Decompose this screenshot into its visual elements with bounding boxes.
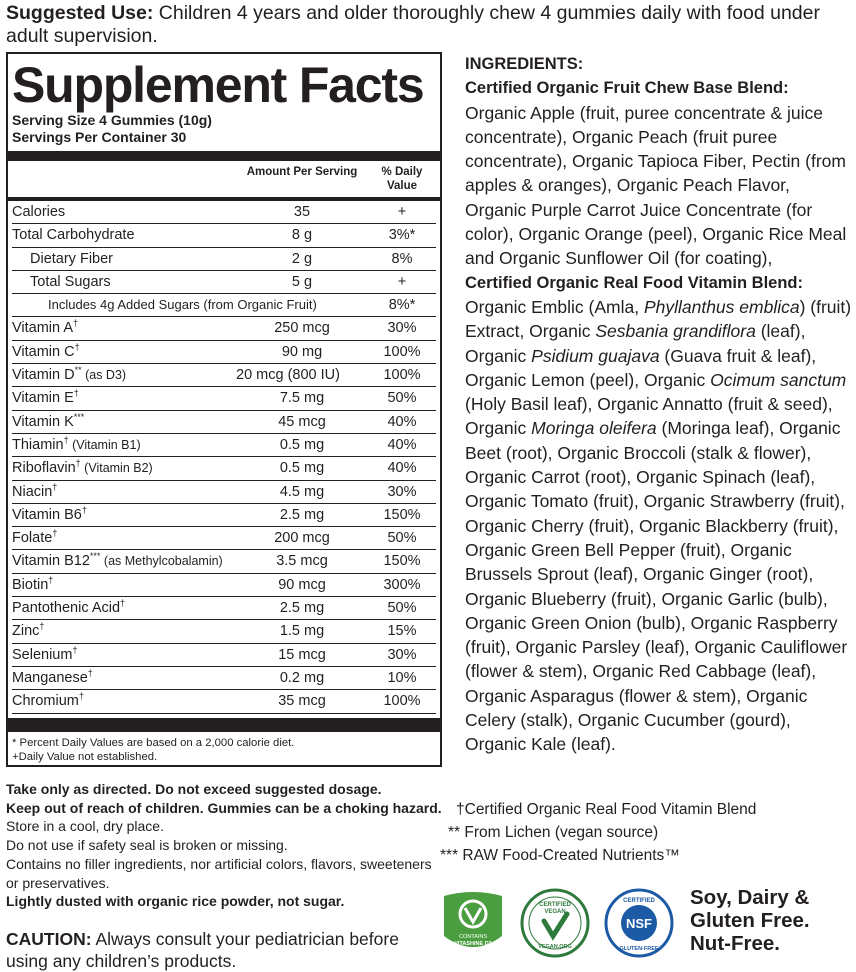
nutrient-amount: 35 mcg xyxy=(278,693,326,710)
nutrient-amount: 7.5 mg xyxy=(279,390,325,407)
suggested-use xyxy=(6,2,846,48)
footnote-mark: † xyxy=(87,668,93,679)
nutrient-table xyxy=(12,201,436,714)
nutrient-amount: 0.2 mg xyxy=(279,669,325,686)
nutrient-row xyxy=(12,341,436,364)
nutrient-row xyxy=(12,690,436,713)
ingredients-panel xyxy=(465,52,855,757)
nutrient-row xyxy=(12,411,436,434)
nutrient-daily-value: 150% xyxy=(383,506,421,523)
nutrient-daily-value: 8% xyxy=(391,250,413,267)
nutrient-form: (as Methylcobalamin) xyxy=(103,554,223,569)
footnote-mark: † xyxy=(74,341,80,352)
nutrient-form: (as D3) xyxy=(85,368,127,383)
nutrient-row xyxy=(12,504,436,527)
nutrient-name: Niacin† xyxy=(12,481,58,500)
nutrient-name: Pantothenic Acid† xyxy=(12,598,126,617)
nutrient-name: Vitamin A† xyxy=(12,318,79,337)
nutrient-name: Biotin† xyxy=(12,574,54,593)
nutrient-name: Total Carbohydrate xyxy=(12,227,135,244)
svg-text:CONTAINS: CONTAINS xyxy=(458,934,488,940)
nutrient-row xyxy=(12,387,436,410)
nutrient-name: Vitamin C† xyxy=(12,341,80,360)
nutrient-row xyxy=(12,317,436,340)
divider-thick xyxy=(8,151,440,161)
svg-text:VITASHINE D3: VITASHINE D3 xyxy=(454,941,492,947)
footnote-mark: *** xyxy=(89,551,101,562)
nutrient-name: Vitamin B12*** (as Methylcobalamin) xyxy=(12,551,223,570)
footnote-mark: † xyxy=(48,574,54,585)
nutrient-row xyxy=(12,667,436,690)
footnote-mark: † xyxy=(75,458,81,469)
nutrient-name: Thiamin† (Vitamin B1) xyxy=(12,435,141,453)
footnote-mark: † xyxy=(81,505,87,516)
suggested-use-text: Children 4 years and older thoroughly chew 4 gummies daily with food under adult supervision. xyxy=(6,2,820,47)
nutrient-daily-value: 30% xyxy=(387,320,417,337)
nutrient-daily-value: 40% xyxy=(387,436,417,453)
nutrient-amount: 2.5 mg xyxy=(279,506,325,523)
footnote-mark: † xyxy=(39,621,45,632)
serving-size: Serving Size 4 Gummies (10g) xyxy=(12,112,212,128)
nutrient-amount: 90 mg xyxy=(281,343,323,360)
nutrient-amount: 5 g xyxy=(291,273,313,290)
claim-nut-free: Nut-Free. xyxy=(690,932,780,955)
nutrient-daily-value: + xyxy=(397,273,407,290)
footnote-mark: † xyxy=(52,528,58,539)
nutrient-name: Zinc† xyxy=(12,621,45,640)
nutrient-name: Vitamin K*** xyxy=(12,411,85,430)
legend-triple-star: *** RAW Food-Created Nutrients™ xyxy=(440,847,680,864)
nutrient-row xyxy=(12,248,436,271)
footnote-mark: † xyxy=(52,481,58,492)
base-blend-text: Organic Apple (fruit, puree concentrate & juice concentrate), Organic Peach (fruit puree concentrate), Organic Tapioca Fiber, Pectin (from apples & oranges), Organic Peach Flavor, Organic Purple Carrot Juice Concentrate (for color), Organic Orange (peel), Organic Rice Meal and Organic Sunflower Oil (for coating), xyxy=(465,102,847,269)
amount-per-serving-header: Amount Per Serving xyxy=(246,166,358,178)
warnings xyxy=(6,780,446,911)
nutrient-daily-value: 100% xyxy=(383,343,421,360)
nutrient-row xyxy=(12,574,436,597)
caution-label: CAUTION: xyxy=(6,929,92,949)
nutrient-daily-value: + xyxy=(397,204,407,220)
footnote-mark: *** xyxy=(73,411,85,422)
nutrient-name: Selenium† xyxy=(12,644,78,663)
footnote-mark: † xyxy=(73,388,79,399)
nutrient-amount: 35 xyxy=(293,204,311,220)
claim-soy-dairy: Soy, Dairy & xyxy=(690,886,810,909)
nutrient-amount: 45 mcg xyxy=(278,413,326,430)
nutrient-daily-value: 8%* xyxy=(388,297,416,314)
nutrient-row xyxy=(12,434,436,457)
nutrient-amount: 0.5 mg xyxy=(279,460,325,477)
storage-note: Store in a cool, dry place. xyxy=(6,818,164,835)
certification-badges xyxy=(438,888,678,968)
nutrient-daily-value: 300% xyxy=(383,576,421,593)
vitashine-d3-logo xyxy=(438,888,508,958)
nutrient-name: Dietary Fiber xyxy=(30,250,113,267)
nutrient-row xyxy=(12,201,436,224)
nutrient-daily-value: 50% xyxy=(387,530,417,547)
nutrient-amount: 3.5 mcg xyxy=(276,553,328,570)
nutrient-name: Calories xyxy=(12,204,66,220)
svg-text:VEGAN: VEGAN xyxy=(544,909,566,915)
supplement-facts-panel xyxy=(6,52,442,767)
nutrient-daily-value: 50% xyxy=(387,600,417,617)
no-filler-note: Contains no filler ingredients, nor artificial colors, flavors, sweeteners or preservatives. xyxy=(6,855,432,891)
nutrient-row xyxy=(12,457,436,480)
servings-per-container: Servings Per Container 30 xyxy=(12,129,187,145)
base-blend-heading: Certified Organic Fruit Chew Base Blend: xyxy=(465,79,789,98)
nutrient-daily-value: 30% xyxy=(387,646,417,663)
nutrient-name: Manganese† xyxy=(12,668,93,686)
nutrient-row xyxy=(12,271,436,294)
nutrient-row xyxy=(12,527,436,550)
svg-text:CERTIFIED: CERTIFIED xyxy=(623,898,655,904)
allergen-free-claims xyxy=(690,886,810,955)
svg-text:NSF: NSF xyxy=(626,916,652,931)
nutrient-amount: 1.5 mg xyxy=(279,623,325,640)
svg-text:CERTIFIED: CERTIFIED xyxy=(539,902,571,908)
warning-children: Keep out of reach of children. Gummies can be a choking hazard. xyxy=(6,799,442,816)
nutrient-row xyxy=(12,294,436,317)
column-header xyxy=(12,161,436,197)
vitamin-blend-text: Organic Emblic (Amla, Phyllanthus emblica) (fruit) Extract, Organic Sesbania grandiflora (leaf), Organic Psidium guajava (Guava fruit & leaf), Organic Lemon (peel), Organic Ocimum sanctum (Holy Basil leaf), Organic Annatto (fruit & seed), Organic Moringa oleifera (Moringa leaf), Organic Beet (root), Organic Broccoli (stalk & flower), Organic Carrot (root), Organic Spinach (leaf), Organic Tomato (fruit), Organic Strawberry (fruit), Organic Cherry (fruit), Organic Blackberry (fruit), Organic Green Bell Pepper (fruit), Organic Brussels Sprout (leaf), Organic Ginger (root), Organic Blueberry (fruit), Organic Garlic (bulb), Organic Green Onion (bulb), Organic Raspberry (fruit), Organic Parsley (leaf), Organic Cauliflower (flower & stem), Organic Red Cabbage (leaf), Organic Asparagus (flower & stem), Organic Celery (stalk), Organic Cucumber (gourd), Organic Kale (leaf). xyxy=(465,296,852,755)
svg-text:GLUTEN-FREE: GLUTEN-FREE xyxy=(619,946,659,952)
footnote-mark: † xyxy=(63,435,69,446)
nutrient-row xyxy=(12,620,436,643)
nutrient-name: Chromium† xyxy=(12,691,84,710)
nutrient-daily-value: 100% xyxy=(383,693,421,710)
nutrient-name: Vitamin D** (as D3) xyxy=(12,365,127,384)
nutrient-daily-value: 3%* xyxy=(388,227,416,244)
caution xyxy=(6,928,426,972)
legend-dagger: †Certified Organic Real Food Vitamin Blend xyxy=(456,801,757,818)
nutrient-name: Vitamin B6† xyxy=(12,505,87,523)
nutrient-name: Includes 4g Added Sugars (from Organic Fruit) xyxy=(48,297,317,313)
suggested-use-label: Suggested Use: xyxy=(6,2,154,24)
nutrient-daily-value: 100% xyxy=(383,367,421,384)
footnote-mark: † xyxy=(120,598,126,609)
nsf-gluten-free-logo xyxy=(604,888,674,958)
nutrient-daily-value: 30% xyxy=(387,483,417,500)
svg-text:VEGAN.ORG: VEGAN.ORG xyxy=(538,944,572,950)
rice-powder-note: Lightly dusted with organic rice powder, not sugar. xyxy=(6,893,345,910)
nutrient-amount: 250 mcg xyxy=(274,320,330,337)
seal-note: Do not use if safety seal is broken or missing. xyxy=(6,837,288,854)
nutrient-form: (Vitamin B2) xyxy=(84,461,153,476)
nutrient-amount: 20 mcg (800 IU) xyxy=(236,367,340,384)
nutrient-amount: 2.5 mg xyxy=(279,600,325,617)
warning-dosage: Take only as directed. Do not exceed suggested dosage. xyxy=(6,781,382,797)
nutrient-daily-value: 150% xyxy=(383,553,421,570)
certified-vegan-logo xyxy=(520,888,590,958)
nutrient-daily-value: 15% xyxy=(387,623,417,640)
nutrient-amount: 8 g xyxy=(291,227,313,244)
nutrient-daily-value: 40% xyxy=(387,460,417,477)
footnote-dv: * Percent Daily Values are based on a 2,000 calorie diet. xyxy=(12,736,295,749)
caution-text: Always consult your pediatrician before using any children’s products. xyxy=(6,929,399,971)
nutrient-row xyxy=(12,364,436,387)
nutrient-daily-value: 50% xyxy=(387,390,417,407)
nutrient-daily-value: 40% xyxy=(387,413,417,430)
nutrient-amount: 0.5 mg xyxy=(279,436,325,453)
nutrient-amount: 90 mcg xyxy=(278,576,326,593)
nutrient-row xyxy=(12,597,436,620)
footnote-not-established: +Daily Value not established. xyxy=(12,750,158,763)
symbol-legend xyxy=(440,798,757,867)
nutrient-daily-value: 10% xyxy=(387,669,417,686)
ingredients-heading: INGREDIENTS: xyxy=(465,55,584,73)
footnote-mark: ** xyxy=(74,365,82,376)
nutrient-row xyxy=(12,644,436,667)
footnote-mark: † xyxy=(72,644,78,655)
facts-title: Supplement Facts xyxy=(12,57,424,113)
nutrient-amount: 2 g xyxy=(291,250,313,267)
daily-value-header: % Daily Value xyxy=(381,166,423,192)
footnote-mark: † xyxy=(73,318,79,329)
nutrient-row xyxy=(12,224,436,247)
claim-gluten-free: Gluten Free. xyxy=(690,909,810,932)
nutrient-name: Total Sugars xyxy=(30,273,111,290)
nutrient-amount: 200 mcg xyxy=(274,530,330,547)
footnote-mark: † xyxy=(78,691,84,702)
legend-double-star: ** From Lichen (vegan source) xyxy=(448,824,659,841)
nutrient-amount: 15 mcg xyxy=(278,646,326,663)
nutrient-row xyxy=(12,481,436,504)
nutrient-form: (Vitamin B1) xyxy=(72,437,141,452)
divider-bottom xyxy=(8,718,440,732)
nutrient-name: Vitamin E† xyxy=(12,388,79,407)
vitamin-blend-heading: Certified Organic Real Food Vitamin Blend: xyxy=(465,273,803,292)
nutrient-amount: 4.5 mg xyxy=(279,483,325,500)
nutrient-name: Riboflavin† (Vitamin B2) xyxy=(12,458,153,477)
nutrient-name: Folate† xyxy=(12,528,58,547)
nutrient-row xyxy=(12,550,436,573)
